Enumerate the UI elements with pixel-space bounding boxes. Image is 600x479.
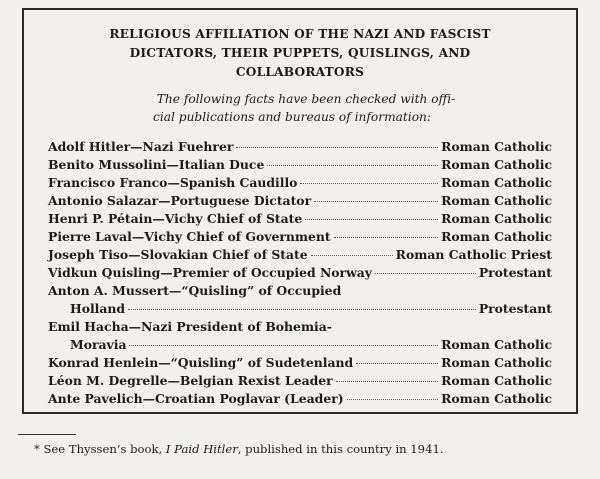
entry-row bbox=[70, 336, 552, 354]
heading-line-3: COLLABORATORS bbox=[235, 65, 365, 79]
dot-leader bbox=[336, 381, 438, 382]
entry-name: Ante Pavelich—Croatian Poglavar (Leader) bbox=[48, 391, 344, 406]
footnote-rule bbox=[18, 434, 76, 435]
entry-name: Emil Hacha—Nazi President of Bohemia- bbox=[48, 319, 332, 334]
entry-row bbox=[48, 138, 552, 156]
entry-name: Francisco Franco—Spanish Caudillo bbox=[48, 175, 298, 190]
entry-religion: Protestant bbox=[478, 265, 552, 280]
dot-leader bbox=[236, 147, 438, 148]
footnote-prefix: * See Thyssen’s book, bbox=[34, 442, 166, 456]
entry-religion: Roman Catholic bbox=[441, 211, 552, 226]
entry-row bbox=[48, 264, 552, 282]
entry-name: Adolf Hitler—Nazi Fuehrer bbox=[48, 139, 234, 154]
entry-name: Joseph Tiso—Slovakian Chief of State bbox=[48, 247, 308, 262]
entry-religion: Roman Catholic bbox=[441, 229, 552, 244]
heading-line-2: DICTATORS, THEIR PUPPETS, QUISLINGS, AND bbox=[129, 46, 471, 60]
entry-row bbox=[48, 192, 552, 210]
entry-name-continued: Holland bbox=[70, 301, 126, 316]
entry-religion: Roman Catholic bbox=[441, 139, 552, 154]
entry-row bbox=[48, 174, 552, 192]
footnote-book-title: I Paid Hitler bbox=[165, 442, 238, 456]
footnote-suffix: , published in this country in 1941. bbox=[237, 442, 444, 456]
dot-leader bbox=[311, 255, 393, 256]
entry-row bbox=[48, 228, 552, 246]
entry-row bbox=[48, 156, 552, 174]
dot-leader bbox=[347, 399, 439, 400]
entry-row bbox=[48, 246, 552, 264]
dot-leader bbox=[314, 201, 438, 202]
entry-row bbox=[48, 354, 552, 372]
dot-leader bbox=[356, 363, 438, 364]
heading-line-1: RELIGIOUS AFFILIATION OF THE NAZI AND FASCIST bbox=[109, 27, 491, 41]
dot-leader bbox=[129, 345, 438, 346]
entry-religion: Roman Catholic bbox=[441, 391, 552, 406]
entry-row bbox=[70, 300, 552, 318]
entry-religion: Roman Catholic bbox=[441, 157, 552, 172]
entry-religion: Protestant bbox=[478, 301, 552, 316]
entry-name: Vidkun Quisling—Premier of Occupied Norway bbox=[48, 265, 372, 280]
entry-religion: Roman Catholic bbox=[441, 193, 552, 208]
footnote bbox=[34, 440, 444, 458]
entry-religion: Roman Catholic Priest bbox=[395, 247, 552, 262]
content-frame bbox=[22, 8, 578, 414]
entry-name-continued: Moravia bbox=[70, 337, 127, 352]
entry-religion: Roman Catholic bbox=[441, 355, 552, 370]
dot-leader bbox=[334, 237, 439, 238]
dot-leader bbox=[128, 309, 476, 310]
entry-religion: Roman Catholic bbox=[441, 373, 552, 388]
entry-row bbox=[48, 390, 552, 408]
dot-leader bbox=[375, 273, 476, 274]
entry-row bbox=[48, 372, 552, 390]
entry-row bbox=[48, 210, 552, 228]
entry-name: Léon M. Degrelle—Belgian Rexist Leader bbox=[48, 373, 333, 388]
entry-religion: Roman Catholic bbox=[441, 337, 552, 352]
entry-name: Henri P. Pétain—Vichy Chief of State bbox=[48, 211, 303, 226]
entry-religion: Roman Catholic bbox=[441, 175, 552, 190]
dot-leader bbox=[305, 219, 438, 220]
entry-name: Benito Mussolini—Italian Duce bbox=[48, 157, 265, 172]
intro-line-1: The following facts have been checked with offi- bbox=[156, 92, 456, 106]
entry-name: Konrad Henlein—“Quisling” of Sudetenland bbox=[48, 355, 354, 370]
entry-name: Anton A. Mussert—“Quisling” of Occupied bbox=[48, 283, 342, 298]
dot-leader bbox=[267, 165, 438, 166]
intro-line-2: cial publications and bureaus of information: bbox=[153, 110, 431, 124]
entry-name: Pierre Laval—Vichy Chief of Government bbox=[48, 229, 331, 244]
entry-name: Antonio Salazar—Portuguese Dictator bbox=[48, 193, 312, 208]
dot-leader bbox=[300, 183, 438, 184]
